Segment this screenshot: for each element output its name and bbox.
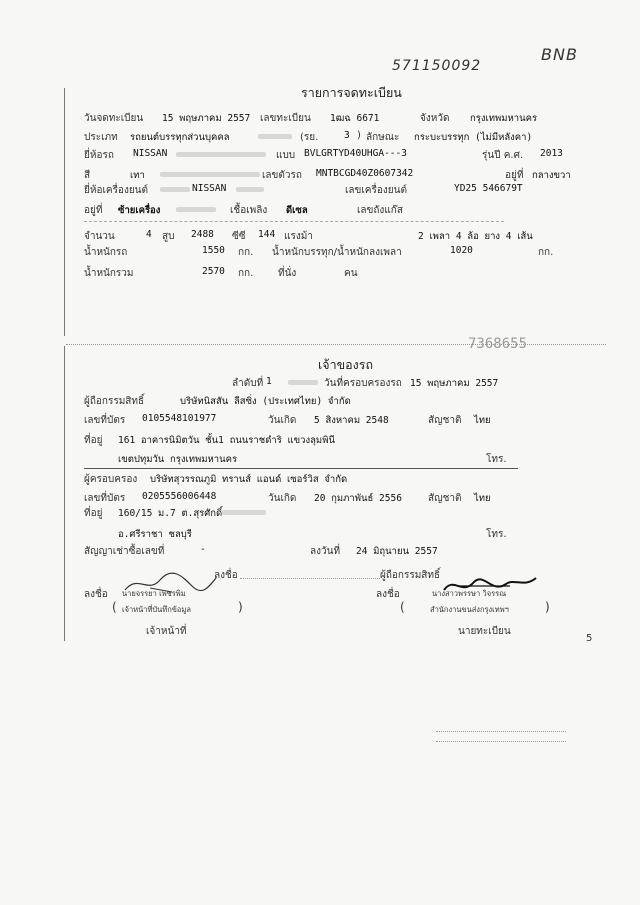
count-label: จำนวน [84, 231, 115, 242]
province-label: จังหวัด [420, 113, 450, 124]
smudge [288, 380, 318, 385]
left-signature [120, 568, 220, 598]
paren-open: ( [112, 600, 117, 614]
weight-label: น้ำหนักรถ [84, 247, 128, 258]
possessor-address-label: ที่อยู่ [84, 508, 103, 519]
own-date-value: 15 พฤษภาคม 2557 [410, 378, 499, 389]
right-official-position: สำนักงานขนส่งกรุงเทพฯ [430, 605, 509, 614]
right-official-name: นางสาวพรรษา วิจรรณ [432, 589, 507, 598]
possessor-value: บริษัทสุวรรณภูมิ ทรานส์ แอนด์ เซอร์วิส จำกัด [150, 474, 348, 485]
chassis-label: เลขตัวรถ [262, 170, 302, 181]
possessor-address-value: 160/15 ม.7 ต.สุรศักดิ์ [118, 508, 223, 519]
color-label: สี [84, 170, 91, 181]
possessor-nationality-label: สัญชาติ [428, 493, 462, 504]
hp-label: แรงม้า [284, 231, 313, 242]
province-value: กรุงเทพมหานคร [470, 113, 538, 124]
year-label: รุ่นปี ค.ศ. [482, 150, 524, 161]
engine-brand-label: ยี่ห้อเครื่องยนต์ [84, 185, 149, 196]
contract-label: สัญญาเช่าซื้อเลขที่ [84, 546, 165, 557]
id-value: 0105548101977 [142, 413, 217, 424]
smudge [160, 187, 190, 192]
possessor-id-label: เลขที่บัตร [84, 493, 126, 504]
year-value: 2013 [540, 148, 563, 159]
holder-label: ผู้ถือกรรมสิทธิ์ [84, 396, 145, 407]
total-label: น้ำหนักรวม [84, 268, 134, 279]
seq-value: 1 [266, 376, 272, 387]
kg-label: กก. [538, 247, 554, 258]
seat-unit: คน [344, 268, 358, 279]
seq-label: ลำดับที่ [232, 378, 264, 389]
smudge [160, 172, 260, 177]
possessor-address-value-line2: อ.ศรีราชา ชลบุรี [118, 529, 192, 540]
reg-date-label: วันจดทะเบียน [84, 113, 144, 124]
fuel-label: เชื้อเพลิง [230, 205, 268, 216]
kg-label: กก. [238, 247, 254, 258]
faint-line [436, 741, 566, 742]
plate-label: เลขทะเบียน [260, 113, 311, 124]
possessor-tel-label: โทร. [486, 529, 507, 540]
signature-line [240, 578, 380, 579]
tel-label: โทร. [486, 454, 507, 465]
char-value: กระบะบรรทุก (ไม่มีหลังคา) [414, 132, 533, 143]
weight-value: 1550 [202, 245, 225, 256]
chassis-pos-value: กลางขวา [532, 170, 571, 181]
sign-label: ลงชื่อ [214, 570, 238, 581]
birth-label: วันเกิด [268, 415, 297, 426]
model-value: BVLGRTYD40UHGA---3 [304, 148, 407, 159]
reg-date-value: 15 พฤษภาคม 2557 [162, 113, 251, 124]
left-official-title: เจ้าหน้าที่ [146, 626, 187, 637]
address-value: 161 อาคารนิมิตวัน ชั้น1 ถนนราชดำริ แขวงลุมพินี [118, 435, 335, 446]
plate-value: 1ฒฉ 6671 [330, 113, 380, 124]
smudge [258, 134, 292, 139]
color-value: เทา [130, 170, 145, 181]
type-value: รถยนต์บรรทุกส่วนบุคคล [130, 132, 230, 143]
address-label: ที่อยู่ [84, 435, 103, 446]
smudge [176, 207, 216, 212]
stamp-number: 7368655 [468, 336, 528, 352]
chassis-value: MNTBCGD40Z0607342 [316, 168, 414, 179]
brand-label: ยี่ห้อรถ [84, 150, 114, 161]
page-number: 5 [586, 633, 593, 644]
possessor-id-value: 0205556006448 [142, 491, 217, 502]
rs-label: (รย. [300, 132, 319, 143]
engine-no-value: YD25 546679T [454, 183, 523, 194]
own-date-label: วันที่ครอบครองรถ [324, 378, 402, 389]
paren-close: ) [545, 600, 550, 614]
contract-value: - [200, 544, 206, 555]
possessor-birth-value: 20 กุมภาพันธ์ 2556 [314, 493, 402, 504]
id-label: เลขที่บัตร [84, 415, 126, 426]
engine-pos-value: ซ้ายเครื่อง [118, 205, 161, 216]
load-label: น้ำหนักบรรทุก/น้ำหนักลงเพลา [272, 247, 402, 258]
cc-value: 144 [258, 229, 276, 240]
right-official-title: นายทะเบียน [458, 626, 511, 637]
divider [84, 221, 504, 222]
right-signature [440, 572, 540, 598]
left-border-bottom [64, 346, 65, 641]
engine-no-label: เลขเครื่องยนต์ [345, 185, 407, 196]
kg-label: กก. [238, 268, 254, 279]
smudge [176, 152, 266, 157]
address-value-line2: เขตปทุมวัน กรุงเทพมหานคร [118, 454, 238, 465]
char-label: ลักษณะ [366, 132, 400, 143]
model-label: แบบ [276, 150, 296, 161]
brand-value: NISSAN [133, 148, 168, 159]
holder-role-label: ผู้ถือกรรมสิทธิ์ [380, 570, 441, 581]
left-official-position: เจ้าหน้าที่บันทึกข้อมูล [122, 605, 191, 614]
smudge [222, 510, 266, 515]
owner-title: เจ้าของรถ [318, 357, 374, 372]
paren-open: ( [400, 600, 405, 614]
holder-value: บริษัทนิสสัน ลีสซิ่ง (ประเทศไทย) จำกัด [180, 396, 351, 407]
cyl-label: สูบ [162, 231, 175, 242]
divider [84, 468, 518, 469]
contract-date-label: ลงวันที่ [310, 546, 341, 557]
chassis-pos-label: อยู่ที่ [505, 170, 524, 181]
nationality-label: สัญชาติ [428, 415, 462, 426]
contract-date-value: 24 มิถุนายน 2557 [356, 546, 438, 557]
corner-note: BNB [541, 45, 578, 64]
seat-label: ที่นั่ง [278, 268, 297, 279]
possessor-birth-label: วันเกิด [268, 493, 297, 504]
total-value: 2570 [202, 266, 225, 277]
birth-value: 5 สิงหาคม 2548 [314, 415, 389, 426]
paren-close: ) [238, 600, 243, 614]
left-border-top [64, 88, 65, 336]
sign-label: ลงชื่อ [84, 589, 108, 600]
handwritten-number: 571150092 [392, 58, 482, 74]
type-label: ประเภท [84, 132, 118, 143]
faint-line [436, 731, 566, 732]
possessor-nationality-value: ไทย [474, 493, 491, 504]
rs-close: ) [357, 130, 361, 141]
engine-pos-label: อยู่ที่ [84, 205, 103, 216]
fuel-value: ดีเซล [286, 205, 308, 216]
sign-label: ลงชื่อ [376, 589, 400, 600]
engine-brand-value: NISSAN [192, 183, 227, 194]
registration-title: รายการจดทะเบียน [301, 85, 402, 100]
count-value: 4 [146, 229, 152, 240]
left-official-name: นายจรรยา เพชรพิม [122, 589, 186, 598]
load-value: 1020 [450, 245, 473, 256]
nationality-value: ไทย [474, 415, 491, 426]
possessor-label: ผู้ครอบครอง [84, 474, 138, 485]
axle-value: 2 เพลา 4 ล้อ ยาง 4 เส้น [418, 231, 533, 242]
smudge [236, 187, 264, 192]
cc-label: ซีซี [232, 231, 246, 242]
gas-label: เลขถังแก๊ส [357, 205, 403, 216]
cyl-value: 2488 [191, 229, 214, 240]
rs-value: 3 [344, 130, 350, 141]
